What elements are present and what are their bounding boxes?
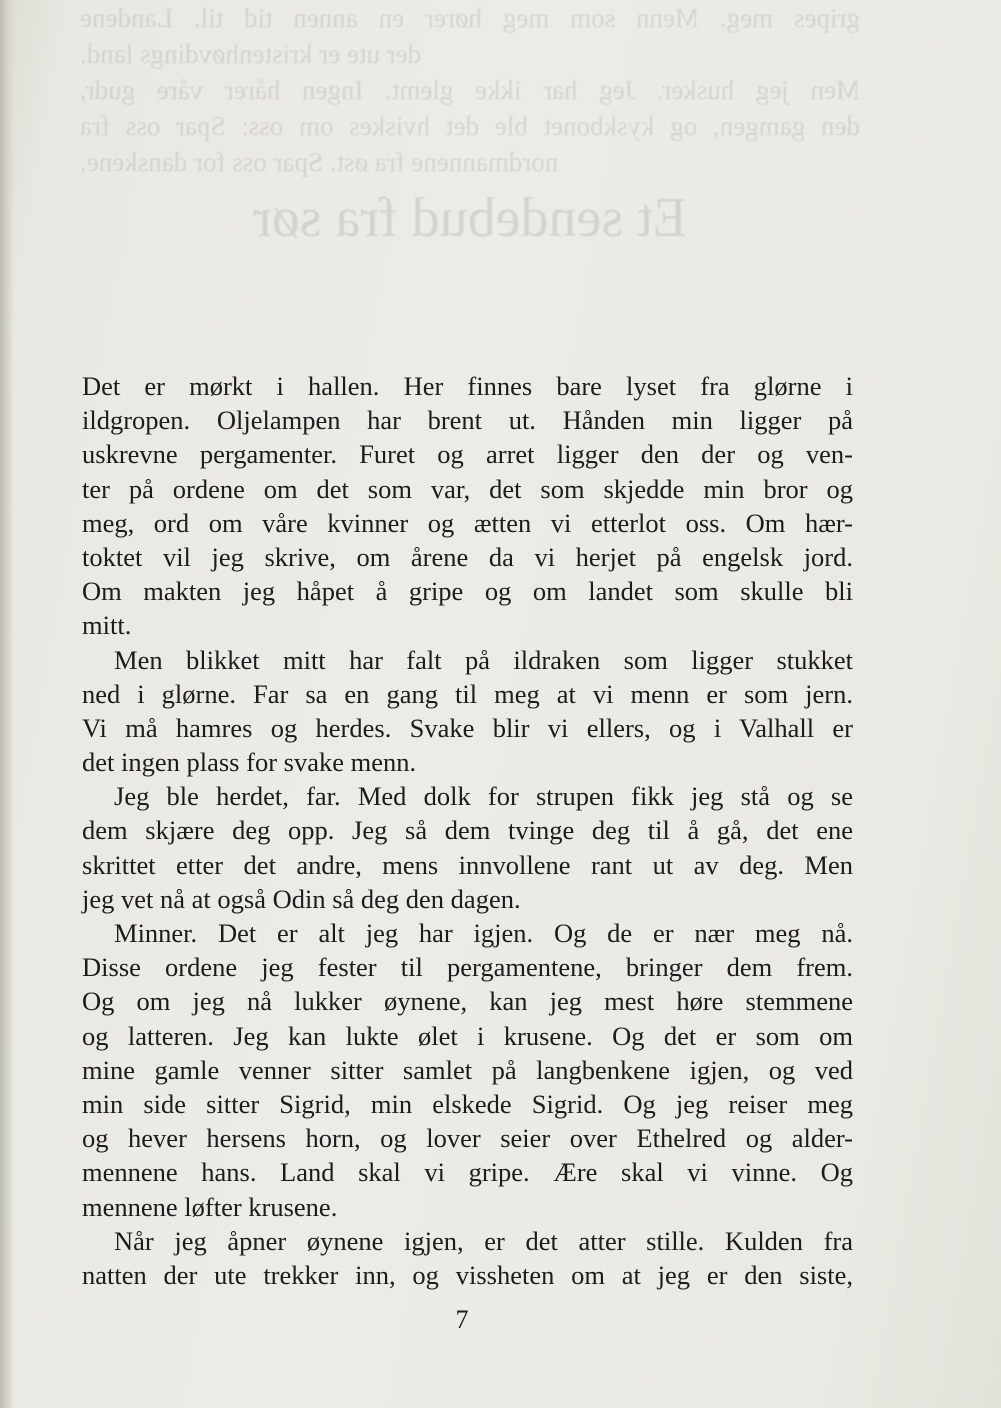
- text-line: mennene løfter krusene.: [82, 1191, 338, 1222]
- text-line: mennene hans. Land skal vi gripe. Ære skal vi vinne. Og: [82, 1157, 853, 1188]
- bleed-line: den gamgen, og kyskbonet ble det hviskes om oss: Spar oss fra: [80, 111, 860, 141]
- page-number: 7: [455, 1305, 469, 1334]
- text-line: min side sitter Sigrid, min elskede Sigrid. Og jeg reiser meg: [82, 1088, 853, 1119]
- chapter-body: [82, 369, 853, 1292]
- bleed-line: der ute er kristenhøvdings land.: [80, 39, 422, 69]
- text-line: Disse ordene jeg fester til pergamentene, bringer dem frem.: [82, 952, 853, 983]
- text-line: Og om jeg nå lukker øynene, kan jeg mest høre stemmene: [82, 986, 853, 1017]
- bleed-chapter-title: Et sendebud fra sør: [253, 187, 687, 249]
- text-line: mitt.: [82, 610, 132, 641]
- page-gutter-shadow: [0, 0, 14, 1408]
- text-line: Jeg ble herdet, far. Med dolk for strupen fikk jeg stå og se: [114, 781, 853, 812]
- text-line: uskrevne pergamenter. Furet og arret ligger den der og ven-: [82, 439, 853, 470]
- text-line: meg, ord om våre kvinner og ætten vi etterlot oss. Om hær-: [82, 507, 853, 538]
- text-line: ned i glørne. Far sa en gang til meg at vi menn er som jern.: [82, 678, 853, 709]
- text-line: toktet vil jeg skrive, om årene da vi herjet på engelsk jord.: [82, 541, 853, 572]
- bleed-through-text: [80, 0, 860, 260]
- bleed-line: Men jeg husker. Jeg har ikke glemt. Ingen hårer våre gudr,: [80, 75, 860, 105]
- text-line: jeg vet nå at også Odin så deg den dagen.: [82, 883, 521, 914]
- text-line: Om makten jeg håpet å gripe og om landet som skulle bli: [82, 576, 853, 607]
- text-line: Når jeg åpner øynene igjen, er det atter stille. Kulden fra: [114, 1225, 853, 1256]
- text-line: Det er mørkt i hallen. Her finnes bare lyset fra glørne i: [82, 371, 853, 401]
- text-line: ildgropen. Oljelampen har brent ut. Hånden min ligger på: [82, 405, 853, 436]
- text-line: Men blikket mitt har falt på ildraken som ligger stukket: [114, 644, 853, 675]
- text-line: mine gamle venner sitter samlet på langbenkene igjen, og ved: [82, 1054, 853, 1085]
- bleed-line: gripes meg. Menn som meg hører en annen tid til. Landene: [80, 3, 860, 33]
- text-line: natten der ute trekker inn, og vissheten om at jeg er den siste,: [82, 1259, 853, 1290]
- text-line: og hever hersens horn, og lover seier over Ethelred og alder-: [82, 1123, 853, 1154]
- text-line: Minner. Det er alt jeg har igjen. Og de er nær meg nå.: [114, 918, 853, 948]
- text-line: dem skjære deg opp. Jeg så dem tvinge deg til å gå, det ene: [82, 815, 853, 846]
- text-line: Vi må hamres og herdes. Svake blir vi ellers, og i Valhall er: [82, 712, 853, 743]
- bleed-line: nordmannene fra øst. Spar oss for danskene.: [80, 147, 559, 177]
- text-line: det ingen plass for svake menn.: [82, 747, 417, 778]
- text-line: ter på ordene om det som var, det som skjedde min bror og: [82, 473, 853, 504]
- text-line: og latteren. Jeg kan lukte ølet i krusene. Og det er som om: [82, 1020, 853, 1051]
- text-line: skrittet etter det andre, mens innvollene rant ut av deg. Men: [82, 849, 853, 880]
